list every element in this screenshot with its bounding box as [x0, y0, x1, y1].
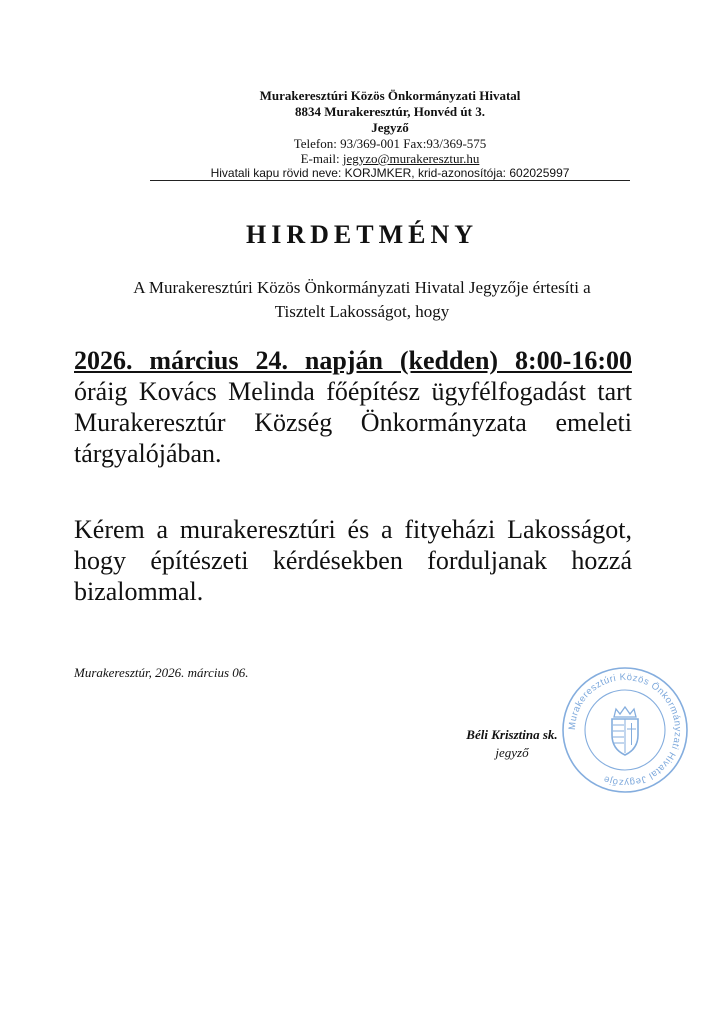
email-label: E-mail:: [300, 151, 343, 166]
announcement-paragraph: [74, 345, 632, 469]
stamp-text: Murakeresztúri Közös Önkormányzati Hivatal Jegyzője: [566, 671, 684, 789]
signer-name: Béli Krisztina sk.: [466, 727, 558, 742]
office-address: 8834 Murakeresztúr, Honvéd út 3.: [295, 104, 485, 119]
document-title: HIRDETMÉNY: [245, 220, 478, 249]
signature-block: [452, 726, 572, 762]
signer-title: jegyző: [495, 745, 529, 760]
email-link[interactable]: jegyzo@murakeresztur.hu: [342, 151, 480, 166]
appointment-datetime: 2026. március 24. napján (kedden) 8:00-16:00: [74, 346, 632, 375]
office-role: Jegyző: [371, 120, 409, 135]
appointment-details: óráig Kovács Melinda főépítész ügyfélfogadást tart Murakeresztúr Község Önkormányzata emeleti tárgyalójában.: [74, 377, 632, 468]
header-divider: [150, 180, 630, 181]
office-gateway-info: Hivatali kapu rövid neve: KORJMKER, krid-azonosítója: 602025997: [210, 166, 570, 180]
phone-fax: Telefon: 93/369-001 Fax:93/369-575: [293, 136, 487, 151]
coat-of-arms-icon: [612, 707, 638, 755]
letterhead: [150, 88, 630, 181]
request-paragraph: Kérem a murakeresztúri és a fityeházi Lakosságot, hogy építészeti kérdésekben forduljanak hozzá bizalommal.: [74, 515, 632, 606]
place-date: Murakeresztúr, 2026. március 06.: [74, 665, 249, 680]
email-line: [150, 151, 630, 166]
office-name: Murakeresztúri Közös Önkormányzati Hivatal: [259, 88, 521, 103]
intro-line-1: A Murakeresztúri Közös Önkormányzati Hivatal Jegyzője értesíti a: [133, 278, 591, 297]
intro-text: [80, 276, 644, 324]
official-seal-stamp: [560, 665, 690, 795]
intro-line-2: Tisztelt Lakosságot, hogy: [274, 302, 450, 321]
